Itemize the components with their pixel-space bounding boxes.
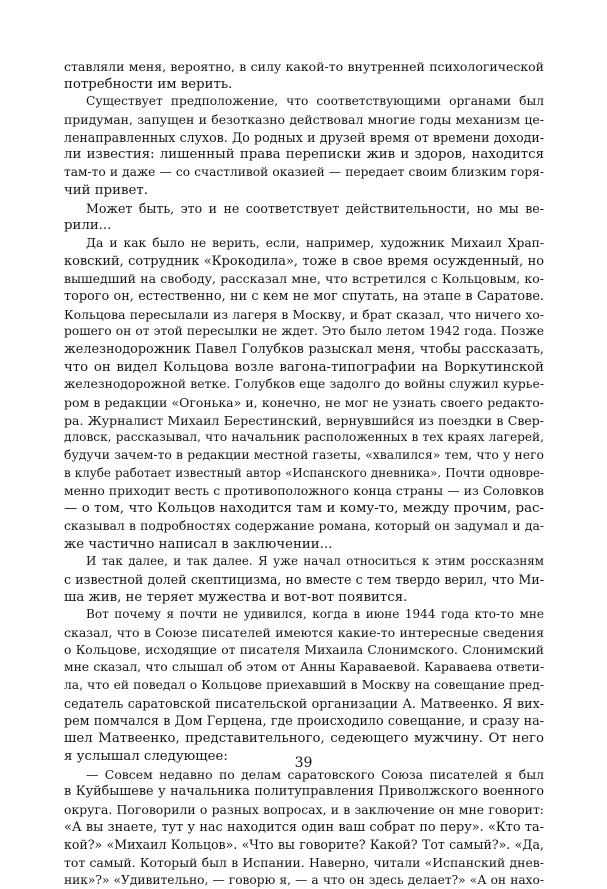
text-line: сказывал в подробностях содержание романа, который он задумал и да- [64,518,544,533]
text-line: там-то и даже — со счастливой оказией — передает своим близким горя- [64,165,544,180]
text-line: о Кольцове, исходящие от писателя Михаила Слонимского. Слонимский [64,642,544,657]
page-number: 39 [294,755,313,771]
text-line: железнодорожник Павел Голубков разыскал меня, чтобы рассказать, [64,342,544,357]
text-line: мне сказал, что слышал об этом от Анны Караваевой. Караваева ответи- [64,660,544,675]
text-line: Вот почему я почти не удивился, когда в июне 1944 года кто-то мне [86,607,544,622]
text-line: Существует предположение, что соответствующими органами был [86,94,544,109]
text-line: я услышал следующее: [64,748,228,764]
text-line: шел Матвеенко, представительного, седеющего мужчину. От него [64,731,544,747]
text-line: рем помчался в Дом Герцена, где происходило совещание, и сразу на- [64,713,544,729]
text-line: рили... [64,218,112,234]
text-line: И так далее, и так далее. Я уже начал относиться к этим россказням [86,554,544,569]
text-line: ша жив, не теряет мужества и вот-вот появится. [64,589,408,605]
text-line: будучи зачем-то в редакции местной газеты, «хвалился» тем, что у него [64,448,544,463]
text-line: ковский, сотрудник «Крокодила», тоже в свое время осужденный, но [64,253,544,269]
text-line: придуман, запущен и безотказно действовал многие годы механизм це- [64,112,544,128]
text-line: ра. Журналист Михаил Берестинский, вернувшийся из поездки в Свер- [64,412,544,428]
text-line: — Совсем недавно по делам саратовского Союза писателей я был [86,766,544,782]
text-line: ленаправленных слухов. До родных и друзей время от времени доходи- [64,129,544,145]
text-line: ром в редакции «Огонька» и, конечно, не мог не узнать своего редакто- [64,395,544,411]
text-line: в клубе работает известный автор «Испанского дневника». Почти одновре- [64,465,544,480]
text-line: рошего он от этой пересылки не ждет. Это было летом 1942 года. Позже [64,324,544,339]
text-line: железнодорожной ветке. Голубков еще задолго до войны служил курье- [64,377,544,392]
text-line: с известной долей скептицизма, но вместе с тем твердо верил, что Ми- [64,571,544,587]
text-line: Может быть, это и не соответствует действительности, но мы ве- [86,200,544,216]
text-line: Кольцова пересылали из лагеря в Москву, и брат сказал, что ничего хо- [64,306,544,322]
text-line: — о том, что Кольцов находится там и кому-то, между прочим, рас- [64,501,544,517]
text-line: же частично написал в заключении... [64,536,333,552]
text-line: кой?» «Михаил Кольцов». «Что вы говорите? Какой? Тот самый?». «Да, [64,837,544,853]
text-line: ставляли меня, вероятно, в силу какой-то внутренней психологической [64,59,544,74]
text-line: торого он, естественно, ни с кем не мог спутать, на этапе в Саратове. [64,288,544,304]
text-line: ли известия: лишенный права переписки жив и здоров, находится [64,147,544,163]
text-line: седатель саратовской писательской организации А. Матвеенко. Я вих- [64,695,544,711]
text-line: менно приходит весть с противоположного конца страны — из Соловков [64,483,544,498]
text-line: ник»?» «Удивительно, — говорю я, — а что он здесь делает?» «А он нахо- [64,872,544,887]
text-line: сказал, что в Союзе писателей имеются какие-то интересные сведения [64,625,544,640]
text-line: в Куйбышеве у начальника политуправления Приволжского военного [64,784,544,800]
text-line: округа. Поговорили о разных вопросах, и в заключение он мне говорит: [64,801,544,817]
text-line: «А вы знаете, тут у нас находится один ваш собрат по перу». «Кто та- [64,819,544,835]
text-line: Да и как было не верить, если, например, художник Михаил Храп- [86,235,544,250]
text-line: ла, что ей поведал о Кольцове приехавший в Москву на совещание пред- [64,678,544,693]
text-line: тот самый. Который был в Испании. Наверно, читали «Испанский днев- [64,854,544,870]
text-line: потребности им верить. [64,76,233,92]
text-line: что он видел Кольцова возле вагона-типографии на Воркутинской [64,359,544,375]
text-line: дловск, рассказывал, что начальник расположенных в тех краях лагерей, [64,430,544,445]
text-line: чий привет. [64,182,148,198]
text-line: вышедший на свободу, рассказал мне, что встретился с Кольцовым, ко- [64,271,544,287]
